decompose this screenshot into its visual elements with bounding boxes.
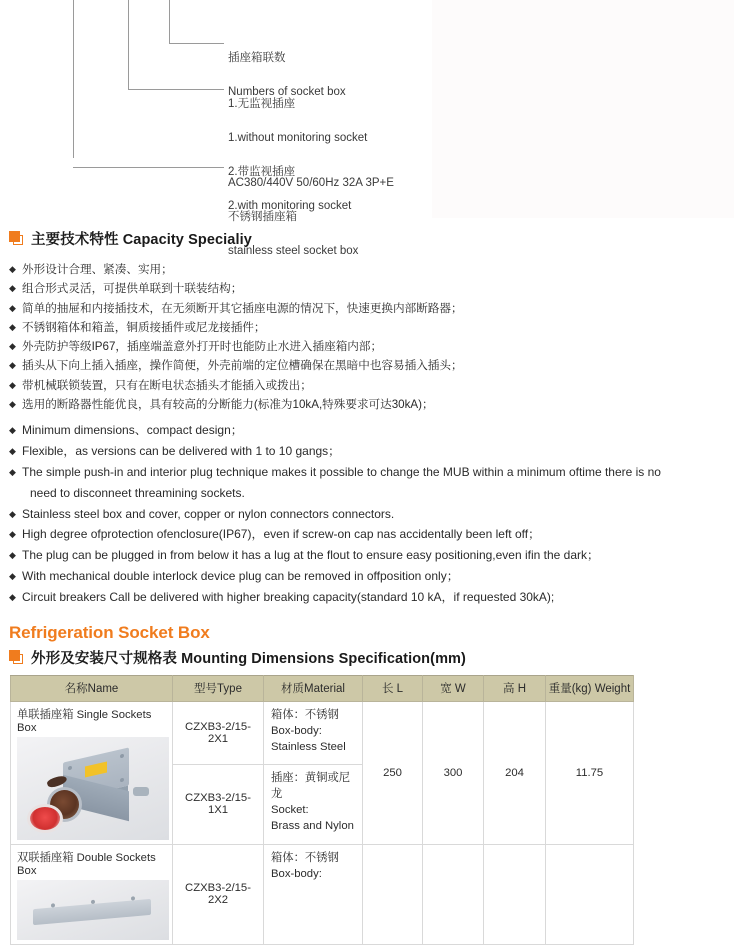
column-header-name: 名称Name — [11, 675, 173, 701]
note-2-line-1: 1.无监视插座 — [228, 98, 296, 110]
leader-line-1-horizontal — [169, 43, 224, 44]
list-item: ◆ 带机械联锁装置，只有在断电状态插头才能插入或拨出； — [9, 376, 734, 395]
list-item: ◆ Circuit breakers Call be delivered with higher breaking capacity(standard 10 kA，if requested 30kA); — [9, 587, 734, 608]
cell-type-1: CZXB3-2/15-2X2 — [173, 844, 264, 944]
cell-type-1: CZXB3-2/15-2X1 — [173, 701, 264, 764]
list-item: ◆ The plug can be plugged in from below it has a lug at the flout to ensure easy positioning,even ifin the dark； — [9, 545, 734, 566]
list-item: ◆ Minimum dimensions、compact design； — [9, 420, 734, 441]
column-header-material: 材质Material — [264, 675, 363, 701]
product-name-label: 单联插座箱 Single Sockets Box — [17, 708, 152, 734]
page-title: Refrigeration Socket Box — [9, 622, 210, 642]
table-header-row — [11, 675, 634, 701]
orange-square-icon — [9, 231, 24, 246]
note-2-line-3: 2.带监视插座 — [228, 166, 296, 178]
cell-weight — [546, 844, 634, 944]
cell-height — [484, 844, 546, 944]
table-row — [11, 844, 634, 944]
list-item: ◆ 外壳防护等级IP67，插座端盖意外打开时也能防止水进入插座箱内部； — [9, 337, 734, 356]
column-header-weight: 重量(kg) Weight — [546, 675, 634, 701]
red-screw-cap — [30, 807, 60, 830]
list-item-continuation: need to disconneet threamining sockets. — [30, 485, 245, 500]
note-2-line-2: 1.without monitoring socket — [228, 132, 368, 144]
side-connector — [133, 787, 149, 796]
mounting-dimensions-title: 外形及安装尺寸规格表 Mounting Dimensions Specification(mm) — [31, 650, 466, 667]
cell-material-2: 插座：黄铜或尼龙 Socket: Brass and Nylon — [264, 764, 363, 844]
diagram-background-right — [432, 0, 734, 218]
cell-width: 300 — [423, 701, 484, 844]
list-item: ◆ 插头从下向上插入插座，操作简便，外壳前端的定位槽确保在黑暗中也容易插入插头； — [9, 356, 734, 375]
list-item — [9, 462, 734, 504]
column-header-type: 型号Type — [173, 675, 264, 701]
product-name-label: 双联插座箱 Double Sockets Box — [17, 851, 156, 877]
list-item: ◆ Stainless steel box and cover, copper or nylon connectors connectors. — [9, 504, 734, 525]
cell-type-2: CZXB3-2/15-1X1 — [173, 764, 264, 844]
list-item: ◆ 外形设计合理、紧凑、实用； — [9, 260, 734, 279]
leader-line-2 — [128, 0, 129, 90]
list-item: ◆ 不锈钢箱体和箱盖，铜质接插件或尼龙接插件； — [9, 318, 734, 337]
list-item: ◆ With mechanical double interlock device plug can be removed in offposition only； — [9, 566, 734, 587]
list-item-text: The simple push-in and interior plug technique makes it possible to change the MUB within a minimum oftime there is no — [22, 464, 661, 479]
list-item: ◆ 选用的断路器性能优良，具有较高的分断能力(标准为10kA,特殊要求可达30kA)； — [9, 395, 734, 414]
note-2-line-4: 2.with monitoring socket — [228, 200, 352, 212]
cell-length — [363, 844, 423, 944]
single-socket-box-photo — [17, 737, 169, 840]
column-header-height: 高 H — [484, 675, 546, 701]
box-body — [33, 898, 151, 924]
list-item: ◆ 组合形式灵活，可提供单联到十联装结构； — [9, 279, 734, 298]
capacity-section-title: 主要技术特性 Capacity Specialiy — [31, 232, 252, 248]
cell-width — [423, 844, 484, 944]
leader-line-1 — [169, 0, 170, 44]
cell-length: 250 — [363, 701, 423, 844]
cell-name-double — [11, 844, 173, 944]
list-item: ◆ Flexible，as versions can be delivered with 1 to 10 gangs； — [9, 441, 734, 462]
column-header-width: 宽 W — [423, 675, 484, 701]
cell-weight: 11.75 — [546, 701, 634, 844]
capacity-bullets-chinese — [0, 260, 734, 414]
capacity-bullets-english — [0, 420, 734, 607]
leader-line-3 — [73, 0, 74, 158]
cell-material-1: 箱体：不锈钢 Box-body: — [264, 844, 363, 944]
mounting-dimensions-header — [0, 647, 734, 668]
column-header-length: 长 L — [363, 675, 423, 701]
specification-table — [10, 675, 634, 945]
cell-material-1: 箱体：不锈钢 Box-body: Stainless Steel — [264, 701, 363, 764]
note-3-line-1: AC380/440V 50/60Hz 32A 3P+E — [228, 177, 394, 189]
note-3-line-2: 不锈钢插座箱 — [228, 211, 297, 223]
leader-line-2-horizontal — [128, 89, 224, 90]
note-1-cn: 插座箱联数 — [228, 52, 286, 64]
table-row — [11, 701, 634, 764]
cell-name-single — [11, 701, 173, 844]
note-1-en: Numbers of socket box — [228, 86, 346, 98]
list-item: ◆ 简单的抽屉和内接插技术，在无须断开其它插座电源的情况下，快速更换内部断路器； — [9, 299, 734, 318]
double-socket-box-photo — [17, 880, 169, 940]
note-3-line-3: stainless steel socket box — [228, 245, 359, 257]
leader-line-3-horizontal — [73, 167, 224, 168]
orange-square-icon — [9, 650, 24, 665]
cell-height: 204 — [484, 701, 546, 844]
list-item: ◆ High degree ofprotection ofenclosure(IP67)，even if screw-on cap nas accidentally been left off； — [9, 524, 734, 545]
